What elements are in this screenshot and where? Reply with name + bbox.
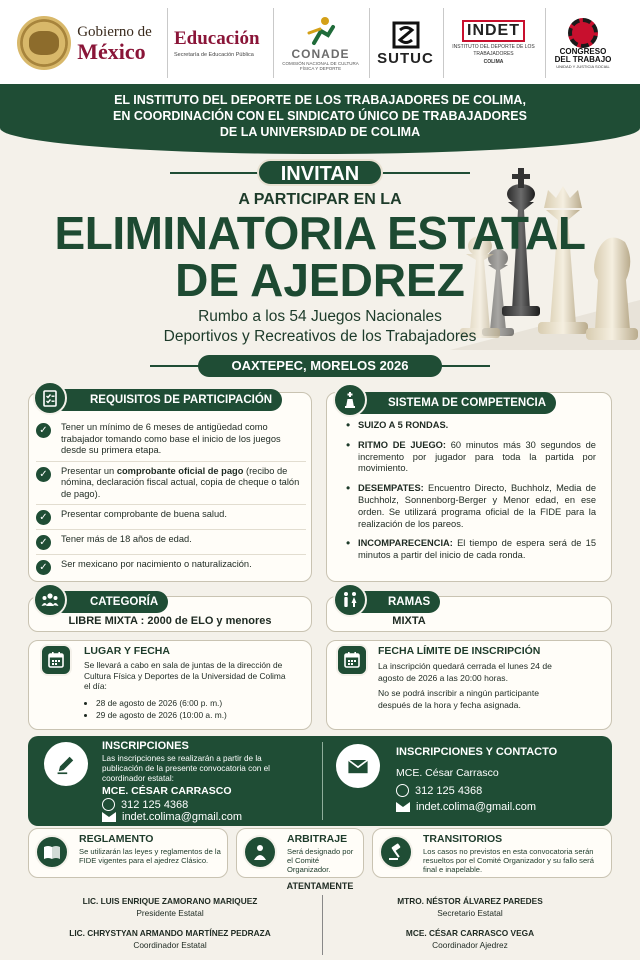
inscripciones-text: Las inscripciones se realizarán a partir de la publicación de la presente convocatoria con el coordinador estatal: xyxy=(102,754,270,783)
inscripciones-title: INSCRIPCIONES xyxy=(102,740,189,752)
gobierno-line1: Gobierno de xyxy=(77,23,152,40)
gobierno-line2: México xyxy=(77,38,146,64)
divider xyxy=(322,742,323,820)
mexico-seal-icon xyxy=(17,16,71,70)
requisitos-title: REQUISITOS DE PARTICIPACIÓN xyxy=(52,389,282,411)
rumbo-line2: Deportivos y Recreativos de los Trabajadores xyxy=(163,328,477,345)
reglamento-text: Se utilizarán las leyes y reglamentos de la FIDE vigentes para el ajedrez Clásico. xyxy=(79,847,221,866)
arbitraje-text: Será designado por el Comité Organizador. xyxy=(287,847,354,875)
gavel-icon xyxy=(379,835,413,869)
hero-rumbo xyxy=(0,307,640,347)
conade-title: CONADE xyxy=(291,46,350,61)
lugar-text: Se llevará a cabo en sala de juntas de la dirección de Cultura Física y Deportes de la Universidad de Colima el día: xyxy=(84,660,286,691)
check-icon: ✓ xyxy=(36,560,51,575)
conade-sub: COMISIÓN NACIONAL DE CULTURA FÍSICA Y DEPORTE xyxy=(282,60,359,71)
contacto-email-row[interactable] xyxy=(396,801,536,813)
signature-block: LIC. CHRYSTYAN ARMANDO MARTÍNEZ PEDRAZA Coordinador Estatal xyxy=(69,928,271,950)
rumbo-line1: Rumbo a los 54 Juegos Nacionales xyxy=(198,308,442,325)
whatsapp-icon xyxy=(396,784,409,797)
sutuc-emblem-icon xyxy=(391,20,421,50)
limite-title: FECHA LÍMITE DE INSCRIPCIÓN xyxy=(378,645,541,657)
gear-icon xyxy=(568,18,598,48)
inscripciones-email-row[interactable] xyxy=(102,811,242,823)
congreso-title: CONGRESO DEL TRABAJO xyxy=(554,46,612,64)
sistema-list xyxy=(344,420,596,570)
list-item: • 28 de agosto de 2026 (6:00 p. m.) xyxy=(96,698,306,710)
limite-text2: No se podrá inscribir a ningún participante después de la hora y fecha asignada. xyxy=(378,688,539,710)
list-item: • DESEMPATES: Encuentro Directo, Buchholz, Media de Buchholz, Sonnenborg-Berger y Menor edad, en ese orden. Se utilizará programa oficial de la FIDE para la realización de los pareos. xyxy=(344,483,596,530)
indet-sub: INSTITUTO DEL DEPORTE DE LOS TRABAJADORES xyxy=(452,44,535,57)
calendar-icon xyxy=(336,644,368,676)
ramas-title: RAMAS xyxy=(350,591,440,613)
mail-icon xyxy=(396,802,410,812)
requisitos-list xyxy=(36,418,306,579)
runner-icon xyxy=(306,15,336,47)
inscripciones-name: MCE. CÉSAR CARRASCO xyxy=(102,785,232,797)
contacto-name: MCE. César Carrasco xyxy=(396,767,499,779)
indet-title: INDET xyxy=(462,20,525,42)
reglamento-card xyxy=(28,828,228,878)
chess-king-icon xyxy=(333,383,367,417)
conade-logo xyxy=(280,8,370,78)
signature-block: MCE. CÉSAR CARRASCO VEGA Coordinador Ajedrez xyxy=(405,928,535,950)
sede-badge: OAXTEPEC, MORELOS 2026 xyxy=(198,355,442,377)
arbitraje-card xyxy=(236,828,364,878)
invitan-badge: INVITAN xyxy=(257,159,383,186)
logo-bar xyxy=(0,0,640,86)
signature-block: LIC. LUIS ENRIQUE ZAMORANO MARIQUEZ Presidente Estatal xyxy=(82,896,258,918)
congreso-logo xyxy=(552,8,622,78)
contacto-phone-row[interactable] xyxy=(396,784,482,797)
banner-line3: DE LA UNIVERSIDAD DE COLIMA xyxy=(219,125,421,139)
transitorios-text: Los casos no previstos en esta convocatoria serán resueltos por el Comité Organizador y su fallo será final e inapelable. xyxy=(423,847,594,875)
divider xyxy=(322,895,323,955)
list-item: ✓ Tener un mínimo de 6 meses de antigüedad como trabajador tomando como base el inicio de los juegos desde su primera etapa. xyxy=(36,418,306,462)
banner-text xyxy=(0,92,640,140)
contacto-phone: 312 125 4368 xyxy=(415,784,483,797)
check-icon: ✓ xyxy=(36,423,51,438)
categoria-title: CATEGORÍA xyxy=(52,591,168,613)
inscripciones-phone: 312 125 4368 xyxy=(121,798,189,811)
transitorios-card xyxy=(372,828,612,878)
check-icon: ✓ xyxy=(36,535,51,550)
referee-icon xyxy=(243,835,277,869)
indet-logo xyxy=(450,8,546,78)
calendar-icon xyxy=(40,644,72,676)
inscripciones-phone-row[interactable] xyxy=(102,798,188,811)
check-icon: ✓ xyxy=(36,510,51,525)
gobierno-logo xyxy=(10,8,168,78)
invitan-line-left xyxy=(170,172,258,174)
mail-icon xyxy=(102,812,116,822)
envelope-icon xyxy=(336,744,380,788)
limite-text1: La inscripción quedará cerrada el lunes 24 de agosto de 2026 a las 20:00 horas. xyxy=(378,661,552,683)
checklist-icon xyxy=(33,381,67,415)
hero-title-line1: ELIMINATORIA ESTATAL xyxy=(54,207,586,259)
arbitraje-title: ARBITRAJE xyxy=(287,833,348,845)
indet-sub2: COLIMA xyxy=(483,59,504,66)
people-group-icon xyxy=(33,583,67,617)
lugar-dates xyxy=(96,698,306,721)
hero-title-line2: DE AJEDREZ xyxy=(175,254,465,306)
banner-line1: EL INSTITUTO DEL DEPORTE DE LOS TRABAJADORES DE COLIMA, xyxy=(114,93,526,107)
banner-line2: EN COORDINACIÓN CON EL SINDICATO ÚNICO DE TRABAJADORES xyxy=(113,109,527,123)
book-icon xyxy=(35,835,69,869)
inscripciones-email: indet.colima@gmail.com xyxy=(122,811,242,823)
list-item: ✓ Ser mexicano por nacimiento o naturalización. xyxy=(36,555,306,579)
atentamente: ATENTAMENTE xyxy=(286,881,354,891)
list-item: ✓ Presentar un comprobante oficial de pago (recibo de nómina, declaración fiscal actual, copia de cheque o talón de pago). xyxy=(36,462,306,506)
sistema-title: SISTEMA DE COMPETENCIA xyxy=(350,392,556,414)
categoria-value: LIBRE MIXTA : 2000 de ELO y menores xyxy=(68,615,272,627)
whatsapp-icon xyxy=(102,798,115,811)
signature-block: MTRO. NÉSTOR ÁLVAREZ PAREDES Secretario Estatal xyxy=(397,896,543,918)
check-icon: ✓ xyxy=(36,467,51,482)
list-item: ✓ Presentar comprobante de buena salud. xyxy=(36,505,306,530)
man-woman-icon xyxy=(333,583,367,617)
sutuc-logo xyxy=(376,8,444,78)
list-item: ✓ Tener más de 18 años de edad. xyxy=(36,530,306,555)
list-item: • 29 de agosto de 2026 (10:00 a. m.) xyxy=(96,710,306,722)
list-item: • SUIZO A 5 RONDAS. xyxy=(344,420,596,432)
transitorios-title: TRANSITORIOS xyxy=(423,833,503,845)
hero-subtitle: A PARTICIPAR EN LA xyxy=(238,191,402,208)
pen-icon xyxy=(44,742,88,786)
sede-line-left xyxy=(150,365,200,367)
educacion-title: Educación xyxy=(174,28,260,49)
ramas-value: MIXTA xyxy=(392,615,426,627)
lugar-title: LUGAR Y FECHA xyxy=(84,645,170,657)
congreso-sub: UNIDAD Y JUSTICIA SOCIAL xyxy=(556,63,610,69)
list-item: • INCOMPARECENCIA: El tiempo de espera será de 15 minutos a partir del inicio de cada ronda. xyxy=(344,538,596,562)
sutuc-title: SUTUC xyxy=(377,49,434,67)
reglamento-title: REGLAMENTO xyxy=(79,833,154,845)
contacto-email: indet.colima@gmail.com xyxy=(416,801,536,813)
educacion-sub: Secretaría de Educación Pública xyxy=(174,52,254,58)
contacto-title: INSCRIPCIONES Y CONTACTO xyxy=(396,746,558,758)
list-item: • RITMO DE JUEGO: 60 minutos más 30 segundos de incremento por jugador para toda la partida por movimiento. xyxy=(344,440,596,475)
educacion-logo xyxy=(174,8,274,78)
sede-line-right xyxy=(440,365,490,367)
invitan-line-right xyxy=(382,172,470,174)
